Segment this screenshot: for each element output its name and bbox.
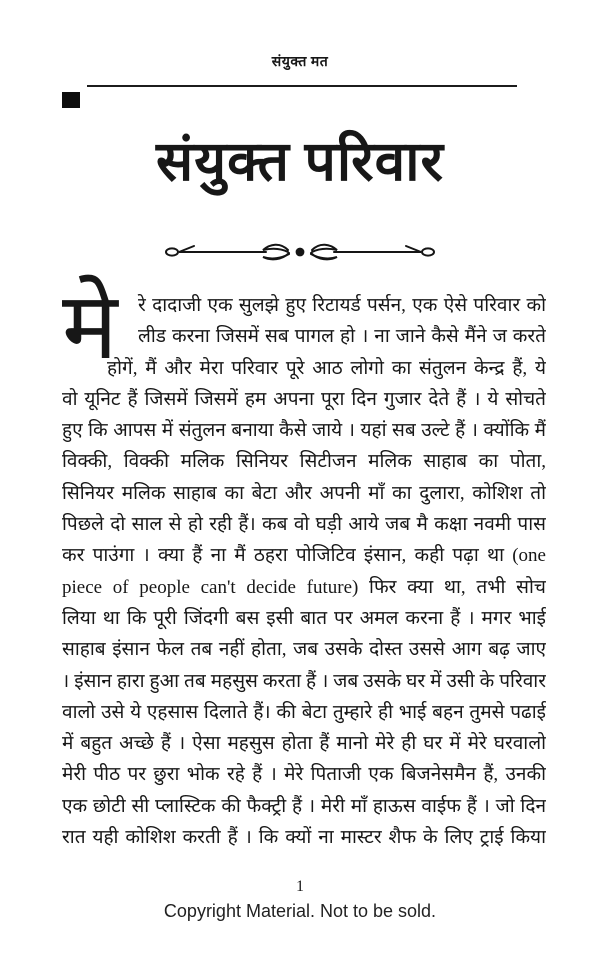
page-number: 1 bbox=[296, 878, 304, 895]
text-line: लीड करना जिसमें सब पागल हो । ना जाने कैसे मैंने ज करते bbox=[138, 326, 546, 348]
drop-cap: मे bbox=[62, 276, 118, 379]
text-line: कर पाउंगा । क्या हैं ना मैं ठहरा पोजिटिव इंसान, कही पढ़ा था (one bbox=[62, 545, 546, 567]
text-line: एक छोटी सी प्लास्टिक की फैक्ट्री हैं । मेरी माँ हाऊस वाईफ हैं । जो दिन bbox=[62, 795, 546, 817]
copyright-notice: Copyright Material. Not to be sold. bbox=[163, 901, 437, 921]
chapter-title: संयुक्त परिवार bbox=[156, 131, 444, 192]
text-line: लिया था कि पूरी जिंदगी बस इसी बात पर अमल करना हैं । मगर भाई bbox=[62, 607, 546, 629]
text-line: piece of people can't decide future) फिर क्या था, तभी सोच bbox=[62, 576, 546, 598]
text-line: वालो उसे ये एहसास दिलाते हैं। की बेटा तुम्हारे ही भाई बहन तुमसे पढाई bbox=[62, 701, 546, 723]
text-line: वो यूनिट हैं जिसमें जिसमें हम अपना पूरा दिन गुजार देते हैं । ये सोचते bbox=[62, 388, 546, 410]
text-line: पिछले दो साल से हो रही हैं। कब वो घड़ी आये जब मै कक्षा नवमी पास bbox=[62, 514, 546, 536]
text-line: मेरी पीठ पर छुरा भोक रहे हैं । मेरे पिताजी एक बिजनेसमैन हैं, उनकी bbox=[62, 764, 546, 786]
text-line: । इंसान हारा हुआ तब महसुस करता हैं । जब उसके घर में उसी के परिवार bbox=[62, 670, 546, 692]
text-line: सिनियर मलिक साहाब का बेटा और अपनी माँ का दुलारा, कोशिश तो bbox=[62, 482, 546, 504]
print-artifact-mark bbox=[62, 92, 80, 108]
text-line: विक्की, विक्की मलिक सिनियर सिटीजन मलिक साहाब का पोता, bbox=[62, 451, 546, 473]
body-paragraph bbox=[62, 276, 546, 853]
text-line: हुए कि आपस में संतुलन बनाया कैसे जाये । यहां सब उल्टे हैं । क्योंकि मैं bbox=[62, 420, 546, 442]
divider-flourish-icon bbox=[0, 238, 600, 271]
text-line: में बहुत अच्छे हैं । ऐसा महसुस होता हैं मानो मेरे ही घर में मेरे घरवालो bbox=[62, 733, 546, 755]
text-line: रे दादाजी एक सुलझे हुए रिटायर्ड पर्सन, एक ऐसे परिवार को bbox=[138, 295, 546, 316]
text-line: होगें, मैं और मेरा परिवार पूरे आठ लोगो का संतुलन केन्द्र हैं, ये bbox=[107, 357, 546, 379]
text-line: रात यही कोशिश करती हैं । कि क्यों ना मास्टर शैफ के लिए ट्राई किया bbox=[62, 827, 546, 849]
header-rule bbox=[87, 85, 517, 87]
text-line: साहाब इंसान फेल तब नहीं होता, जब उसके दोस्त उससे आग बढ़ जाए bbox=[62, 639, 546, 661]
running-header: संयुक्त मत bbox=[271, 55, 329, 70]
